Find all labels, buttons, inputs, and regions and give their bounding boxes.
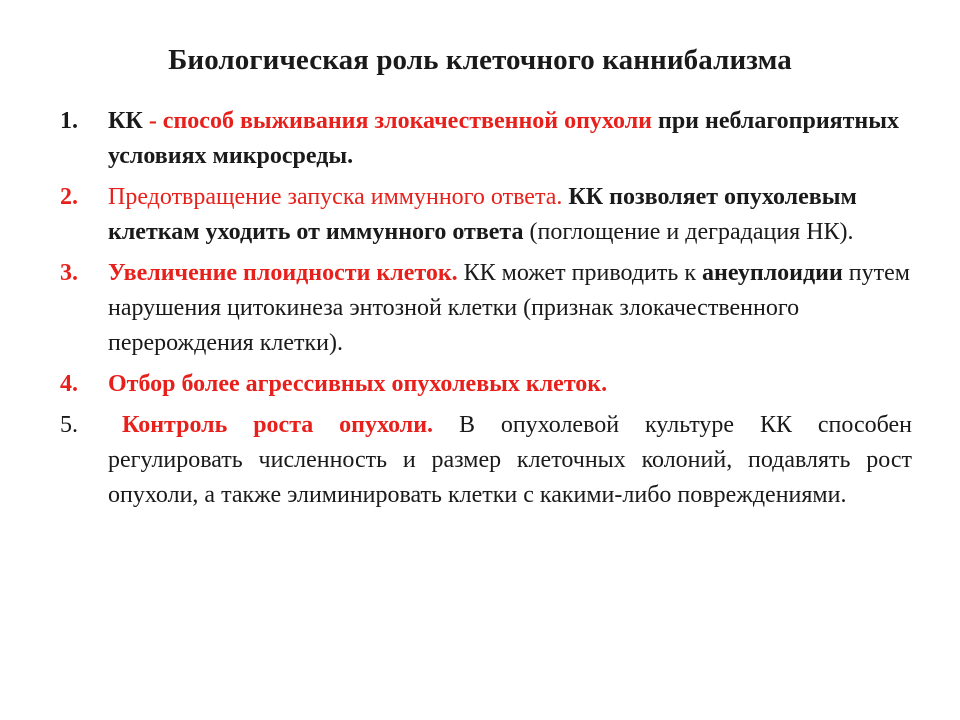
list-item-3 <box>60 256 912 361</box>
item-text: КК позволяет опухолевым клеткам уходить от иммунного ответа <box>108 184 857 245</box>
item-number: 4. <box>60 371 78 397</box>
slide-title: Биологическая роль клеточного каннибализма <box>168 44 792 76</box>
item-text: КК <box>108 108 143 134</box>
item-text: при неблагоприятных условиях микросреды. <box>108 108 899 169</box>
item-heading: Контроль роста опухоли. <box>122 412 434 438</box>
list-item-1 <box>60 104 912 174</box>
item-text-highlight: - способ выживания злокачественной опухоли <box>142 108 652 134</box>
list-item-4 <box>60 367 912 402</box>
item-number: 2. <box>60 184 78 210</box>
item-text-plain: (поглощение и деградация НК). <box>523 219 854 245</box>
item-text-plain: В опухолевой культуре КК способен регулировать численность и размер клеточных колоний, подавлять рост опухоли, а также элиминировать клетки с какими-либо повреждениями. <box>108 412 913 508</box>
list-item-2 <box>60 180 912 250</box>
item-term: анеуплоидии <box>701 260 843 286</box>
item-heading: Увеличение плоидности клеток. <box>108 260 458 286</box>
item-number: 3. <box>60 260 78 286</box>
item-text-plain: путем нарушения цитокинеза энтозной клетки (признак злокачественного перерождения клетки). <box>108 260 910 356</box>
item-heading: Отбор более агрессивных опухолевых клеток. <box>108 371 608 397</box>
roles-list <box>60 104 912 519</box>
item-heading: Предотвращение запуска иммунного ответа. <box>108 184 563 210</box>
list-item-5 <box>60 408 912 513</box>
item-number: 5. <box>60 412 78 438</box>
item-text-plain: КК может приводить к <box>457 260 702 286</box>
item-number: 1. <box>60 108 78 134</box>
